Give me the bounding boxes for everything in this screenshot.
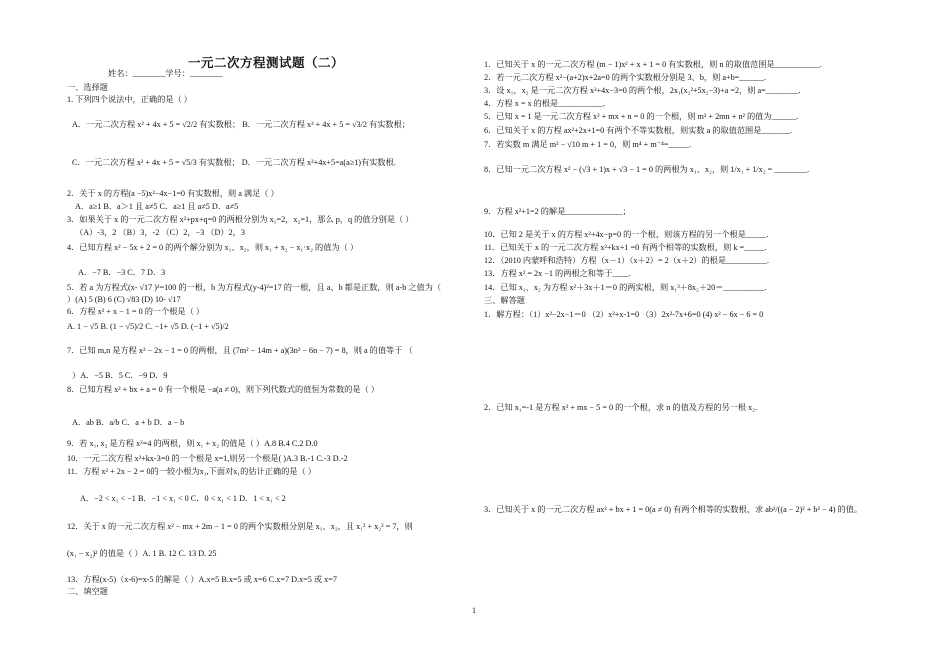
fill-question: 3．设 x₁，x₂ 是一元二次方程 x²+4x−3=0 的两个根，2x₁(x₂²+5x₂−3)+a =2，则 a=________. [484, 86, 801, 95]
question-text: 11．方程 x² + 2x − 2 = 0的一较小根为x₁,下面对x₁的估计正确的是（ ） [67, 467, 316, 476]
section-heading-answer: 三、解答题 [484, 296, 525, 305]
answer-options: A．−2 < x₁ < −1 B．−1 < x₁ < 0 C．0 < x₁ < 1 D．1 < x₁ < 2 [80, 494, 286, 503]
page-number: 1 [472, 606, 476, 615]
answer-options: (x₁ − x₂)² 的值是（ ）A. 1 B. 12 C. 13 D. 25 [67, 549, 217, 558]
question-text: 4．已知方程 x² − 5x + 2 = 0 的两个解分别为 x₁、x₂，则 x₁ + x₂ − x₁·x₂ 的值为（ ） [67, 243, 359, 252]
answer-options: A．−7 B．−3 C．7 D．3 [78, 268, 166, 277]
answer-options: A．ab B．a/b C．a + b D．a − b [72, 418, 185, 427]
fill-question: 14．已知 x₁、x₂ 为方程 x²＋3x＋1＝0 的两实根，则 x₁³＋8x₂＋20＝__________. [484, 283, 767, 292]
fill-question: 8．已知一元二次方程 x² − (√3 + 1)x + √3 − 1 = 0 的两根为 x₁、x₂，则 1/x₁ + 1/x₂ = ________. [484, 165, 810, 174]
fill-question: 1．已知关于 x 的一元二次方程 (m − 1)x² + x + 1 = 0 有实数根，则 n 的取值范围是___________. [484, 60, 822, 69]
question-text: 3．如果关于 x 的一元二次方程 x²+px+q=0 的两根分别为 x₁=2，x₂=1，那么 p，q 的值分别是（ ） [67, 215, 414, 224]
answer-options: ）A．−5 B．5 C．−9 D．9 [72, 371, 168, 380]
question-text: 13．方程(x-5)（x-6)=x-5 的解是（ ）A.x=5 B.x=5 或 x=6 C.x=7 D.x=5 或 x=7 [67, 575, 337, 584]
question-text: 12．关于 x 的一元二次方程 x² − mx + 2m − 1 = 0 的两个实数根分别是 x₁、x₂，且 x₁² + x₂² = 7，则 [67, 522, 413, 531]
fill-question: 7．若实数 m 满足 m² − √10 m + 1 = 0，则 m⁴ + m⁻⁴=_____. [484, 140, 692, 149]
student-info-line: 姓名：________学号：________ [108, 69, 223, 78]
section-heading-fill: 二、填空题 [67, 587, 108, 596]
solve-question: 1．解方程：（1）x²−2x−1＝0 （2）x²+x-1=0 （3）2x²-7x+6=0 (4) x² − 6x − 6 = 0 [484, 310, 764, 319]
solve-question: 2．已知 x₁=-1 是方程 x² + mx − 5 = 0 的一个根，求 n 的值及方程的另一根 x₂. [484, 403, 758, 412]
page-title: 一元二次方程测试题（二） [188, 56, 345, 70]
question-text: 10．一元二次方程 x²+kx-3=0 的一个根是 x=1,则另一个根是( )A.3 B.-1 C.-3 D.-2 [67, 454, 348, 463]
fill-question: 2．若一元二次方程 x²−(a+2)x+2a=0 的两个实数根分别是 3、b，则 a+b=______. [484, 73, 766, 82]
answer-options: A．a≥1 B．a＞1 且 a≠5 C．a≥1 且 a≠5 D．a≠5 [75, 202, 239, 211]
fill-question: 9．方程 x²+1=2 的解是______________； [484, 207, 631, 216]
fill-question: 12．（2010 内蒙呼和浩特）方程（x－1）（x＋2）= 2（x＋2）的根是__________. [484, 256, 770, 265]
fill-question: 5．已知 x = 1 是一元二次方程 x² + mx + n = 0 的一个根，则 m² + 2mn + n² 的值为______. [484, 112, 799, 121]
question-text: 1. 下列四个说法中，正确的是（ ） [67, 95, 192, 104]
question-text: 2．关于 x 的方程(a −5)x²−4x−1=0 有实数根，则 a 满足（ ） [67, 189, 279, 198]
question-text: 8．已知方程 x² + bx + a = 0 有一个根是 −a(a ≠ 0)，则下列代数式的值恒为常数的是（ ） [67, 385, 379, 394]
answer-options: （A）-3，2 （B）3，-2 （C）2，−3 （D）2，3 [75, 228, 245, 237]
answer-options: A．一元二次方程 x² + 4x + 5 = √2/2 有实数根； B．一元二次方程 x² + 4x + 5 = √3/2 有实数根； [72, 120, 410, 129]
question-text: 9．若 x₁, x₂ 是方程 x²=4 的两根，则 x₁ + x₂ 的值是（ ）A.8 B.4 C.2 D.0 [67, 439, 318, 448]
question-text: 7．已知 m,n 是方程 x² − 2x − 1 = 0 的两根，且 (7m² − 14m + a)(3n² − 6n − 7) = 8，则 a 的值等于 （ [67, 346, 413, 355]
question-text: 5．若 a 为方程式(x- √17 )²=100 的一根，b 为方程式(y-4)²=17 的一根，且 a、b 都是正数，则 a-b 之值为（ [67, 283, 442, 292]
section-heading-choice: 一、选择题 [67, 83, 108, 92]
answer-options: C．一元二次方程 x² + 4x + 5 = √5/3 有实数根； D．一元二次方程 x²+4x+5=a(a≥1)有实数根. [72, 158, 396, 167]
question-text: 6．方程 x² + x − 1 = 0 的一个根是（ ） [67, 307, 205, 316]
solve-question: 3．已知关于 x 的一元二次方程 ax² + bx + 1 = 0(a ≠ 0) 有两个相等的实数根，求 ab²/((a − 2)² + b² − 4) 的值。 [484, 505, 863, 514]
answer-options: ）(A) 5 (B) 6 (C) √83 (D) 10- √17 [67, 295, 181, 304]
fill-question: 10．已知 2 是关于 x 的方程 x²+4x−p=0 的一个根，则该方程的另一个根是_____. [484, 230, 769, 239]
fill-question: 6．已知关于 x 的方程 ax²+2x+1=0 有两个不等实数根，则实数 a 的取值范围是_______. [484, 126, 793, 135]
fill-question: 13．方程 x² = 2x −1 的两根之和等于____. [484, 269, 631, 278]
fill-question: 11．已知关于 x 的一元二次方程 x²+kx+1 =0 有两个相等的实数根，则 k =_____. [484, 243, 767, 252]
fill-question: 4．方程 x = x 的根是___________. [484, 99, 606, 108]
answer-options: A. 1 − √5 B. (1 − √5)/2 C. −1+ √5 D. (−1 + √5)/2 [67, 322, 229, 331]
